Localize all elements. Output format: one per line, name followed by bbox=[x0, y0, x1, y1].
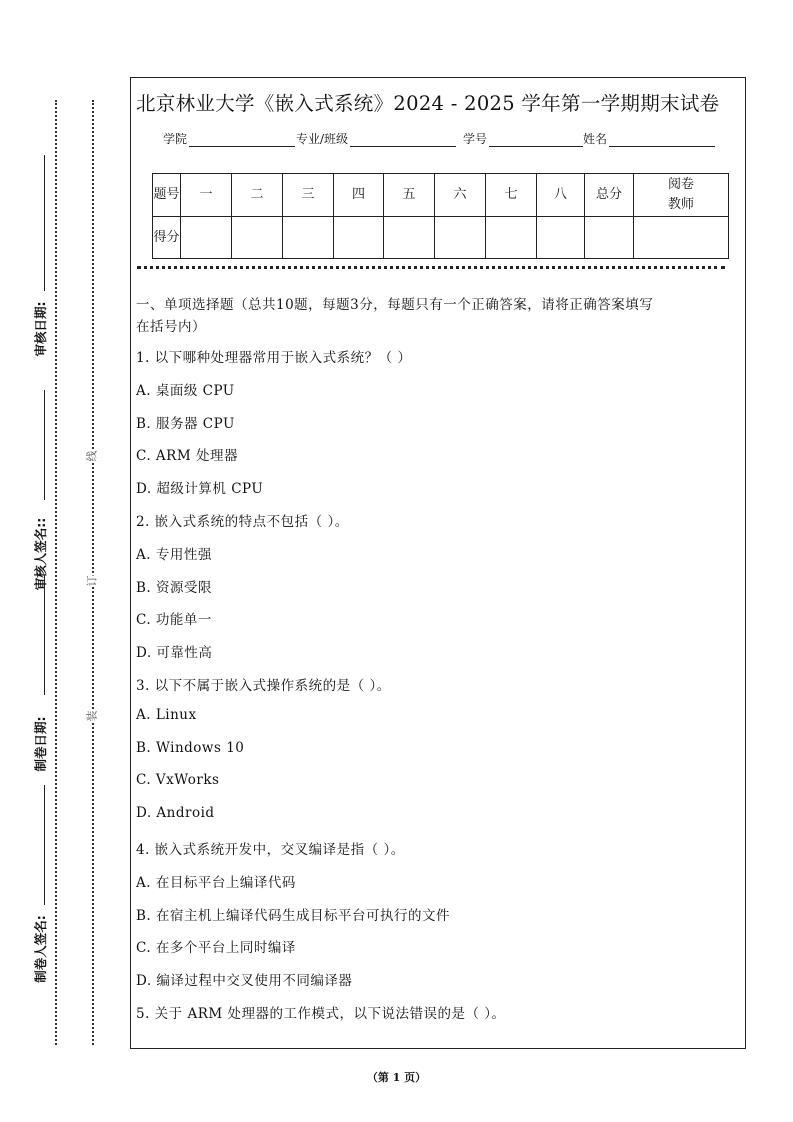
col-header: 六 bbox=[435, 174, 486, 217]
name-field[interactable] bbox=[609, 131, 715, 147]
info-student-id bbox=[463, 130, 583, 147]
college-label: 学院 bbox=[163, 132, 188, 146]
name-label: 姓名 bbox=[583, 132, 608, 146]
question-number-header: 题号 bbox=[153, 174, 181, 217]
binding-char-line: 线 bbox=[83, 451, 101, 462]
answer-option: A. 桌面级 CPU bbox=[136, 382, 235, 399]
answer-option: C. 在多个平台上同时编译 bbox=[136, 940, 296, 957]
score-table bbox=[152, 173, 729, 259]
reviewer-sign-field[interactable] bbox=[44, 390, 45, 500]
grader-cell[interactable] bbox=[634, 217, 729, 259]
col-header: 四 bbox=[334, 174, 384, 217]
major-field[interactable] bbox=[350, 131, 456, 147]
page-number: （第 1 页） bbox=[366, 1071, 427, 1084]
college-field[interactable] bbox=[189, 131, 295, 147]
col-header: 三 bbox=[283, 174, 334, 217]
outer-dotted-line bbox=[55, 100, 57, 1045]
section-heading: 一、单项选择题（总共10题，每题3分，每题只有一个正确答案，请将正确答案填写 bbox=[136, 297, 654, 313]
score-cell[interactable] bbox=[232, 217, 283, 259]
score-cell[interactable] bbox=[537, 217, 585, 259]
answer-option: B. Windows 10 bbox=[136, 739, 245, 756]
col-header: 一 bbox=[181, 174, 232, 217]
col-header: 八 bbox=[537, 174, 585, 217]
answer-option: D. 编译过程中交叉使用不同编译器 bbox=[136, 973, 353, 990]
answer-option: B. 资源受限 bbox=[136, 579, 213, 596]
review-date-label: 审核日期: bbox=[33, 301, 48, 357]
grader-header: 阅卷教师 bbox=[634, 174, 729, 217]
maker-sign-field[interactable] bbox=[44, 785, 45, 905]
answer-option: D. 可靠性高 bbox=[136, 645, 213, 662]
major-label: 专业/班级 bbox=[296, 132, 349, 146]
col-header: 五 bbox=[384, 174, 435, 217]
info-college bbox=[163, 130, 295, 147]
question-stem: 1. 以下哪种处理器常用于嵌入式系统？（ ） bbox=[136, 350, 412, 366]
answer-option: C. VxWorks bbox=[136, 772, 220, 789]
score-cell[interactable] bbox=[384, 217, 435, 259]
answer-option: B. 在宿主机上编译代码生成目标平台可执行的文件 bbox=[136, 907, 451, 924]
answer-option: D. Android bbox=[136, 805, 215, 822]
score-cell[interactable] bbox=[181, 217, 232, 259]
maker-sign-label: 制卷人签名: bbox=[33, 915, 48, 983]
exam-title: 北京林业大学《嵌入式系统》2024 - 2025 学年第一学期期末试卷 bbox=[136, 92, 720, 115]
answer-option: A. 专用性强 bbox=[136, 546, 212, 563]
info-major bbox=[296, 130, 456, 147]
score-cell[interactable] bbox=[283, 217, 334, 259]
score-row-header: 得分 bbox=[153, 217, 181, 259]
answer-option: D. 超级计算机 CPU bbox=[136, 481, 264, 498]
question-stem: 5. 关于 ARM 处理器的工作模式，以下说法错误的是（ ）。 bbox=[136, 1006, 506, 1022]
question-stem: 4. 嵌入式系统开发中，交叉编译是指（ ）。 bbox=[136, 842, 405, 858]
make-date-label: 制卷日期: bbox=[33, 716, 48, 772]
answer-option: C. 功能单一 bbox=[136, 612, 212, 629]
review-date-field[interactable] bbox=[44, 155, 45, 291]
binding-dotted-line bbox=[92, 100, 94, 1045]
binding-char-bind: 装 bbox=[83, 711, 101, 722]
section-heading-cont: 在括号内） bbox=[136, 319, 206, 335]
answer-option: B. 服务器 CPU bbox=[136, 415, 235, 432]
question-stem: 2. 嵌入式系统的特点不包括（ ）。 bbox=[136, 514, 349, 530]
col-header-total: 总分 bbox=[585, 174, 634, 217]
reviewer-sign-label: 审核人签名:: bbox=[33, 517, 48, 591]
score-cell[interactable] bbox=[585, 217, 634, 259]
student-id-field[interactable] bbox=[489, 131, 583, 147]
col-header: 二 bbox=[232, 174, 283, 217]
answer-option: A. Linux bbox=[136, 706, 197, 723]
score-cell[interactable] bbox=[486, 217, 537, 259]
binding-char-staple: 订 bbox=[83, 576, 101, 587]
score-cell[interactable] bbox=[435, 217, 486, 259]
info-name bbox=[583, 130, 715, 147]
answer-option: C. ARM 处理器 bbox=[136, 448, 238, 465]
student-id-label: 学号 bbox=[463, 132, 488, 146]
score-cell[interactable] bbox=[334, 217, 384, 259]
make-date-field[interactable] bbox=[44, 575, 45, 695]
answer-option: A. 在目标平台上编译代码 bbox=[136, 874, 296, 891]
col-header: 七 bbox=[486, 174, 537, 217]
question-stem: 3. 以下不属于嵌入式操作系统的是（ ）。 bbox=[136, 678, 391, 694]
dotted-separator bbox=[137, 266, 725, 269]
